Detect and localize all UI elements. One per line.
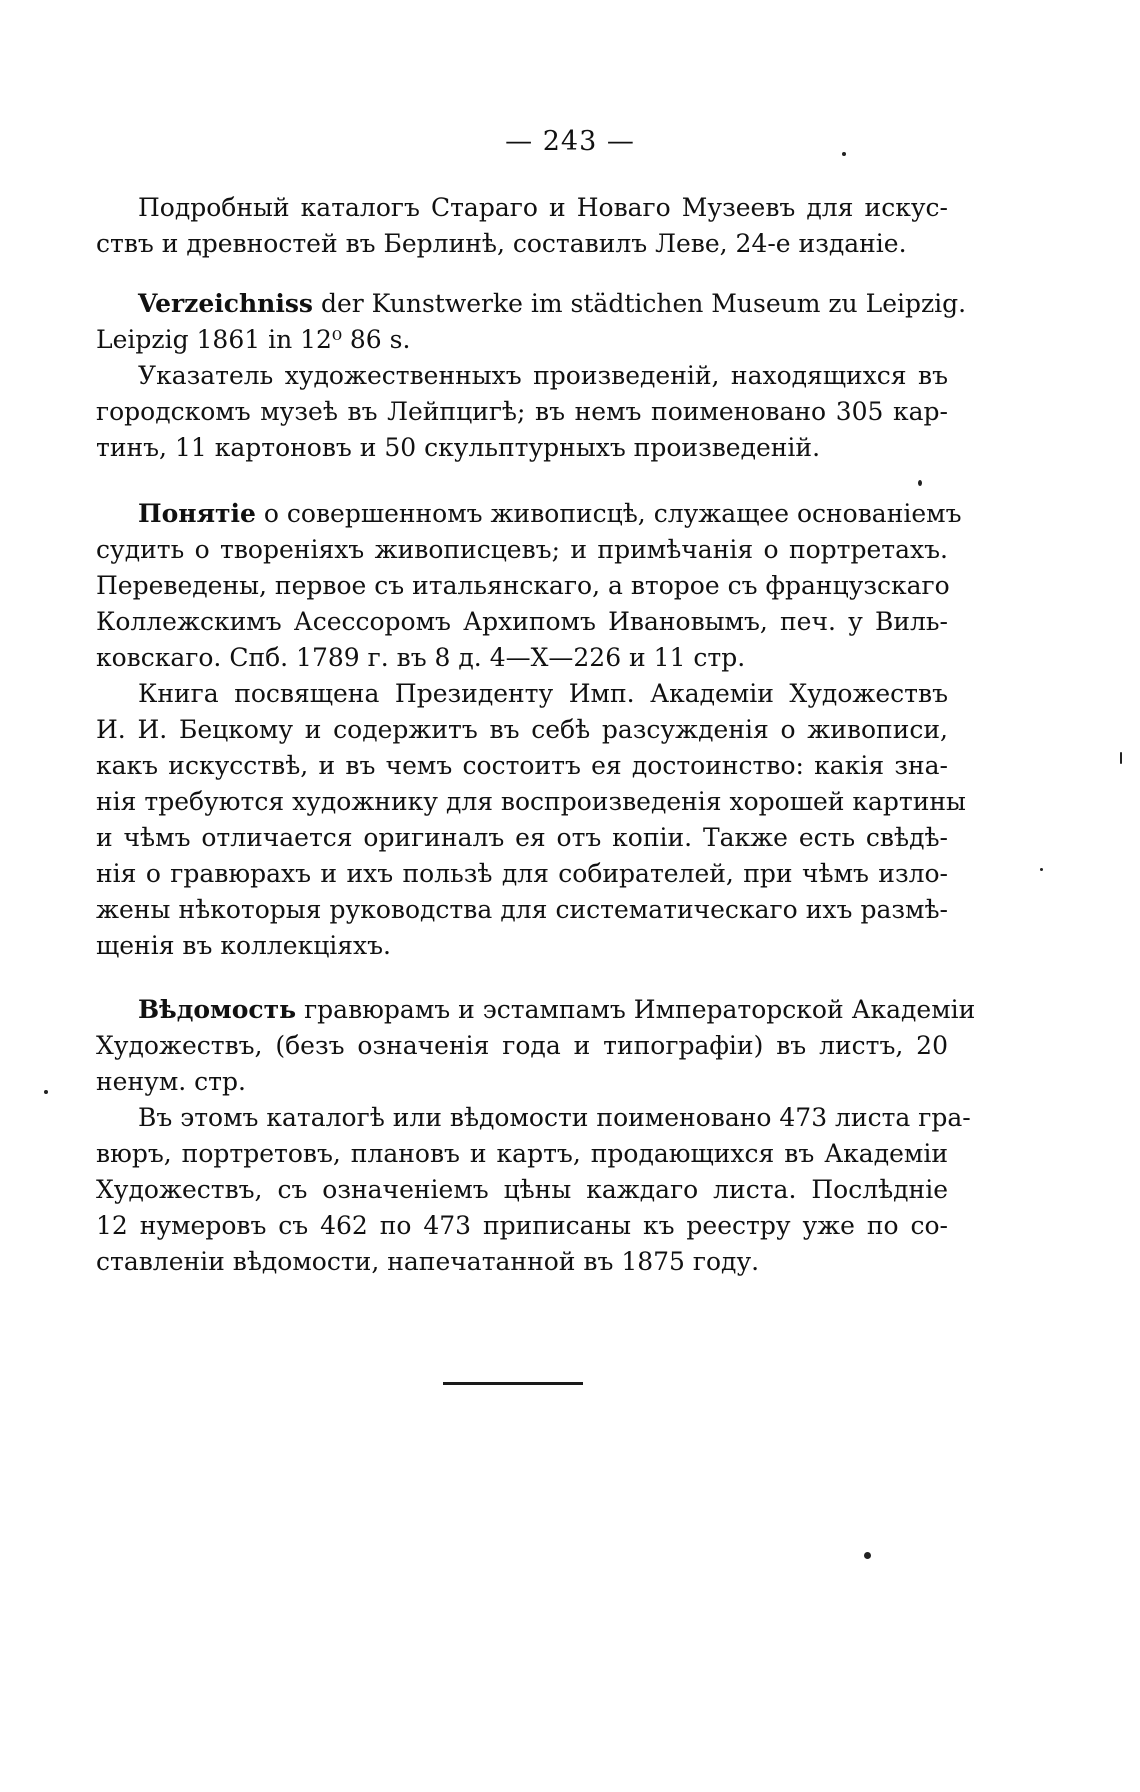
- entry-title: Verzeichniss: [138, 289, 313, 318]
- entry-title-rest: о совершенномъ живописцѣ, служащее основаніемъ: [255, 499, 962, 528]
- entry-line: Художествъ, (безъ означенія года и типографіи) въ листъ, 20: [96, 1031, 948, 1060]
- description-line: Указатель художественныхъ произведеній, находящихся въ: [138, 361, 948, 390]
- description-line: и чѣмъ отличается оригиналъ ея отъ копіи. Также есть свѣдѣ-: [96, 823, 948, 852]
- description-line: нія о гравюрахъ и ихъ пользѣ для собирателей, при чѣмъ изло-: [96, 859, 948, 888]
- entry-painter-concept: [96, 496, 966, 964]
- description-line: какъ искусствѣ, и въ чемъ состоитъ ея достоинство: какія зна-: [96, 751, 948, 780]
- description-line: Книга посвящена Президенту Имп. Академіи Художествъ: [138, 679, 948, 708]
- entry-line: Коллежскимъ Асессоромъ Архипомъ Ивановымъ, печ. у Виль-: [96, 607, 948, 636]
- entry-line: ствъ и древностей въ Берлинѣ, составилъ Леве, 24-е изданіе.: [96, 229, 907, 258]
- description-line: ставленіи вѣдомости, напечатанной въ 1875 году.: [96, 1247, 760, 1276]
- scan-speck: [44, 1090, 48, 1094]
- entry-berlin-catalogue: [96, 190, 948, 262]
- description-line: нія требуются художнику для воспроизведенія хорошей картины: [96, 787, 966, 816]
- entry-line: Переведены, первое съ итальянскаго, а второе съ французскаго: [96, 571, 950, 600]
- description-line: вюръ, портретовъ, плановъ и картъ, продающихся въ Академіи: [96, 1139, 948, 1168]
- entry-engravings-list: [96, 992, 976, 1280]
- scan-speck: [864, 1552, 871, 1559]
- entry-title: Вѣдомость: [138, 995, 297, 1024]
- entry-line: Leipzig 1861 in 12⁰ 86 s.: [96, 325, 411, 354]
- scan-speck: [1040, 868, 1043, 871]
- entry-leipzig-catalogue: [96, 286, 967, 466]
- entry-title: Понятіе: [138, 499, 256, 528]
- description-line: Въ этомъ каталогѣ или вѣдомости поименовано 473 листа гра-: [138, 1103, 971, 1132]
- entry-line: Подробный каталогъ Стараго и Новаго Музеевъ для искус-: [138, 193, 948, 222]
- description-line: 12 нумеровъ съ 462 по 473 приписаны къ реестру уже по со-: [96, 1211, 948, 1240]
- entry-line: ковскаго. Спб. 1789 г. въ 8 д. 4—X—226 и 11 стр.: [96, 643, 746, 672]
- scan-speck: [918, 480, 922, 486]
- entry-line: судить о твореніяхъ живописцевъ; и примѣчанія о портретахъ.: [96, 535, 948, 564]
- description-line: щенія въ коллекціяхъ.: [96, 931, 391, 960]
- description-line: городскомъ музеѣ въ Лейпцигѣ; въ немъ поименовано 305 кар-: [96, 397, 948, 426]
- entry-heading-line: [96, 286, 967, 322]
- entry-title-rest: der Kunstwerke im städtichen Museum zu Leipzig.: [313, 289, 967, 318]
- end-rule: [443, 1382, 583, 1385]
- entry-heading-line: [96, 992, 976, 1028]
- entry-heading-line: [96, 496, 962, 532]
- entry-line: ненум. стр.: [96, 1067, 246, 1096]
- page-number: — 243 —: [505, 126, 635, 157]
- scan-speck: [1120, 752, 1122, 764]
- description-line: И. И. Бецкому и содержитъ въ себѣ разсужденія о живописи,: [96, 715, 948, 744]
- description-line: Художествъ, съ означеніемъ цѣны каждаго листа. Послѣдніе: [96, 1175, 948, 1204]
- entry-title-rest: гравюрамъ и эстампамъ Императорской Академіи: [296, 995, 976, 1024]
- description-line: тинъ, 11 картоновъ и 50 скульптурныхъ произведеній.: [96, 433, 821, 462]
- scan-speck: [842, 152, 846, 156]
- description-line: жены нѣкоторыя руководства для систематическаго ихъ размѣ-: [96, 895, 948, 924]
